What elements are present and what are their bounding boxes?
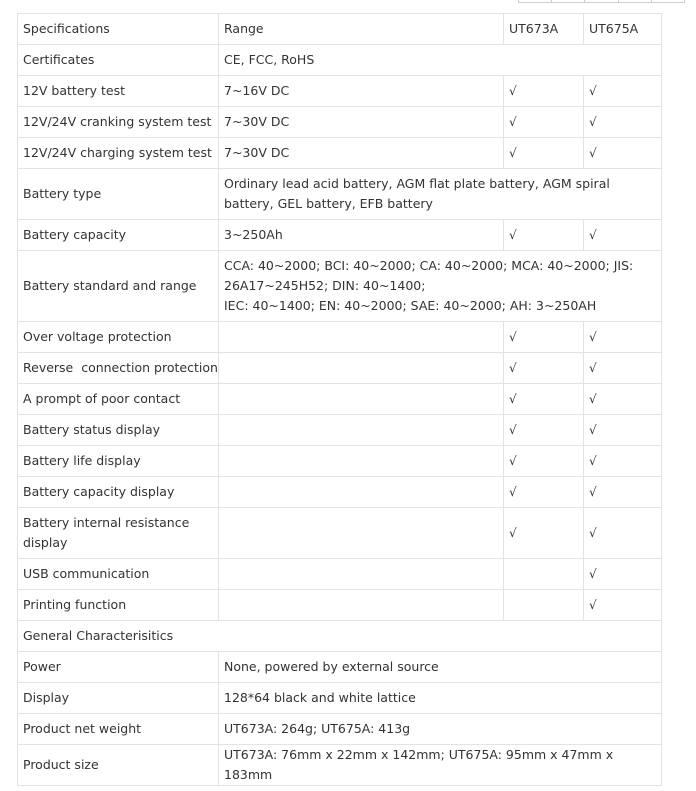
check-ut673a: √ <box>504 477 584 508</box>
check-ut673a: √ <box>504 353 584 384</box>
spec-label: Power <box>18 652 219 683</box>
partial-cell <box>652 0 684 2</box>
spec-label: Printing function <box>18 590 219 621</box>
specifications-table <box>17 13 662 786</box>
check-ut673a: √ <box>504 446 584 477</box>
spec-label: Battery internal resistance display <box>18 508 219 559</box>
table-row <box>18 415 662 446</box>
table-row <box>18 107 662 138</box>
spec-range: 3~250Ah <box>219 220 504 251</box>
spec-range <box>219 446 504 477</box>
spec-value: 128*64 black and white lattice <box>219 683 662 714</box>
table-row <box>18 652 662 683</box>
spec-label: Battery life display <box>18 446 219 477</box>
spec-label: 12V/24V charging system test <box>18 138 219 169</box>
spec-range: 7~30V DC <box>219 138 504 169</box>
spec-range <box>219 322 504 353</box>
table-row <box>18 169 662 220</box>
check-ut673a: √ <box>504 220 584 251</box>
check-ut673a <box>504 590 584 621</box>
spec-label: Battery status display <box>18 415 219 446</box>
spec-range: 7~30V DC <box>219 107 504 138</box>
spec-range <box>219 590 504 621</box>
partial-cell <box>552 0 585 2</box>
partial-cell <box>519 0 552 2</box>
check-ut675a: √ <box>584 322 662 353</box>
table-row <box>18 508 662 559</box>
spec-label: Reverse connection protection <box>18 353 219 384</box>
table-row <box>18 45 662 76</box>
check-ut675a: √ <box>584 138 662 169</box>
check-ut675a: √ <box>584 559 662 590</box>
table-row <box>18 559 662 590</box>
spec-label: 12V battery test <box>18 76 219 107</box>
table-header-row <box>18 14 662 45</box>
table-row <box>18 446 662 477</box>
check-ut673a: √ <box>504 384 584 415</box>
spec-label: USB communication <box>18 559 219 590</box>
spec-label: Battery type <box>18 169 219 220</box>
spec-value: UT673A: 264g; UT675A: 413g <box>219 714 662 745</box>
spec-range <box>219 559 504 590</box>
spec-value: None, powered by external source <box>219 652 662 683</box>
table-row <box>18 683 662 714</box>
check-ut675a: √ <box>584 415 662 446</box>
spec-label: A prompt of poor contact <box>18 384 219 415</box>
check-ut675a: √ <box>584 220 662 251</box>
check-ut673a: √ <box>504 76 584 107</box>
table-row <box>18 745 662 786</box>
table-row <box>18 220 662 251</box>
spec-label: 12V/24V cranking system test <box>18 107 219 138</box>
table-row <box>18 138 662 169</box>
spec-label: Display <box>18 683 219 714</box>
table-row <box>18 251 662 322</box>
check-ut673a: √ <box>504 508 584 559</box>
spec-range <box>219 251 662 322</box>
partial-cell <box>585 0 618 2</box>
table-row <box>18 714 662 745</box>
partial-top-element <box>518 0 685 3</box>
spec-range <box>219 353 504 384</box>
check-ut673a: √ <box>504 322 584 353</box>
check-ut675a: √ <box>584 446 662 477</box>
spec-label: Product size <box>18 745 219 786</box>
spec-range: 7~16V DC <box>219 76 504 107</box>
spec-value: UT673A: 76mm x 22mm x 142mm; UT675A: 95mm x 47mm x 183mm <box>219 745 662 786</box>
header-range: Range <box>219 14 504 45</box>
check-ut675a: √ <box>584 590 662 621</box>
general-characteristics-heading: General Characterisitics <box>18 621 662 652</box>
spec-range <box>219 415 504 446</box>
check-ut673a: √ <box>504 138 584 169</box>
spec-range: Ordinary lead acid battery, AGM flat plate battery, AGM spiral battery, GEL battery, EFB battery <box>219 169 662 220</box>
table-row <box>18 76 662 107</box>
range-line: IEC: 40~1400; EN: 40~2000; SAE: 40~2000; AH: 3~250AH <box>224 298 597 313</box>
section-header-row <box>18 621 662 652</box>
check-ut675a: √ <box>584 76 662 107</box>
partial-cell <box>619 0 652 2</box>
check-ut675a: √ <box>584 353 662 384</box>
table-row <box>18 384 662 415</box>
check-ut673a <box>504 559 584 590</box>
spec-label: Battery capacity display <box>18 477 219 508</box>
header-ut675a: UT675A <box>584 14 662 45</box>
table-row <box>18 477 662 508</box>
spec-range <box>219 384 504 415</box>
header-ut673a: UT673A <box>504 14 584 45</box>
spec-range <box>219 477 504 508</box>
spec-range <box>219 508 504 559</box>
check-ut673a: √ <box>504 107 584 138</box>
check-ut675a: √ <box>584 477 662 508</box>
header-specifications: Specifications <box>18 14 219 45</box>
spec-label: Over voltage protection <box>18 322 219 353</box>
spec-label: Certificates <box>18 45 219 76</box>
table-row <box>18 353 662 384</box>
check-ut675a: √ <box>584 508 662 559</box>
spec-label: Product net weight <box>18 714 219 745</box>
spec-range: CE, FCC, RoHS <box>219 45 662 76</box>
check-ut675a: √ <box>584 107 662 138</box>
check-ut675a: √ <box>584 384 662 415</box>
table-row <box>18 590 662 621</box>
table-row <box>18 322 662 353</box>
spec-label: Battery capacity <box>18 220 219 251</box>
range-line: CCA: 40~2000; BCI: 40~2000; CA: 40~2000; MCA: 40~2000; JIS: 26A17~245H52; DIN: 40~1400; <box>224 258 634 293</box>
spec-label: Battery standard and range <box>18 251 219 322</box>
check-ut673a: √ <box>504 415 584 446</box>
